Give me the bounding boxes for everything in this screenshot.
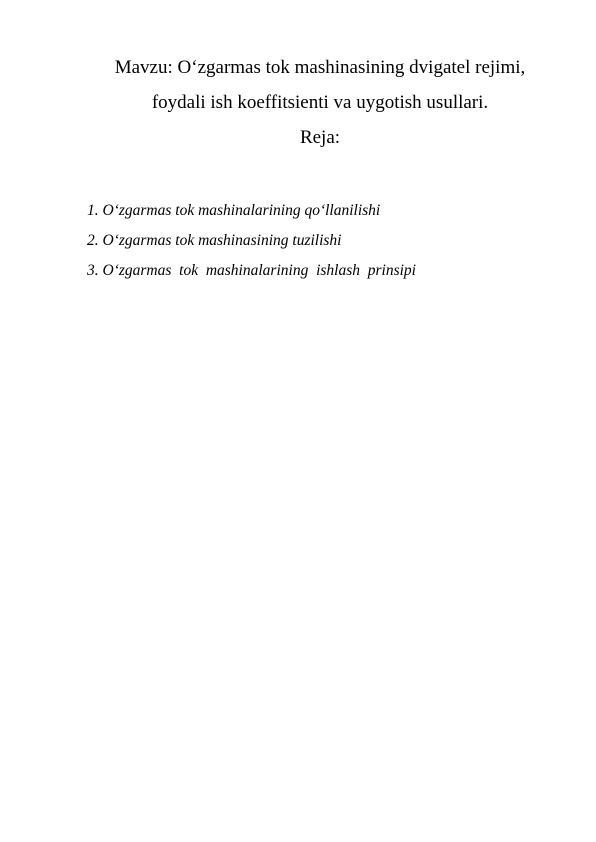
title-block [40, 50, 596, 155]
plan-item-1: 1. O‘zgarmas tok mashinalarining qo‘llanilishi [87, 202, 381, 219]
title-line-2: foydali ish koeffitsienti va uygotish usullari. [151, 92, 489, 113]
plan-list [87, 196, 416, 286]
plan-heading: Reja: [299, 127, 341, 148]
plan-item-2: 2. O‘zgarmas tok mashinasining tuzilishi [87, 232, 342, 249]
title-line-1: Mavzu: O‘zgarmas tok mashinasining dvigatel rejimi, [114, 57, 526, 78]
plan-item-3: 3. O‘zgarmas tok mashinalarining ishlash prinsipi [87, 262, 416, 279]
